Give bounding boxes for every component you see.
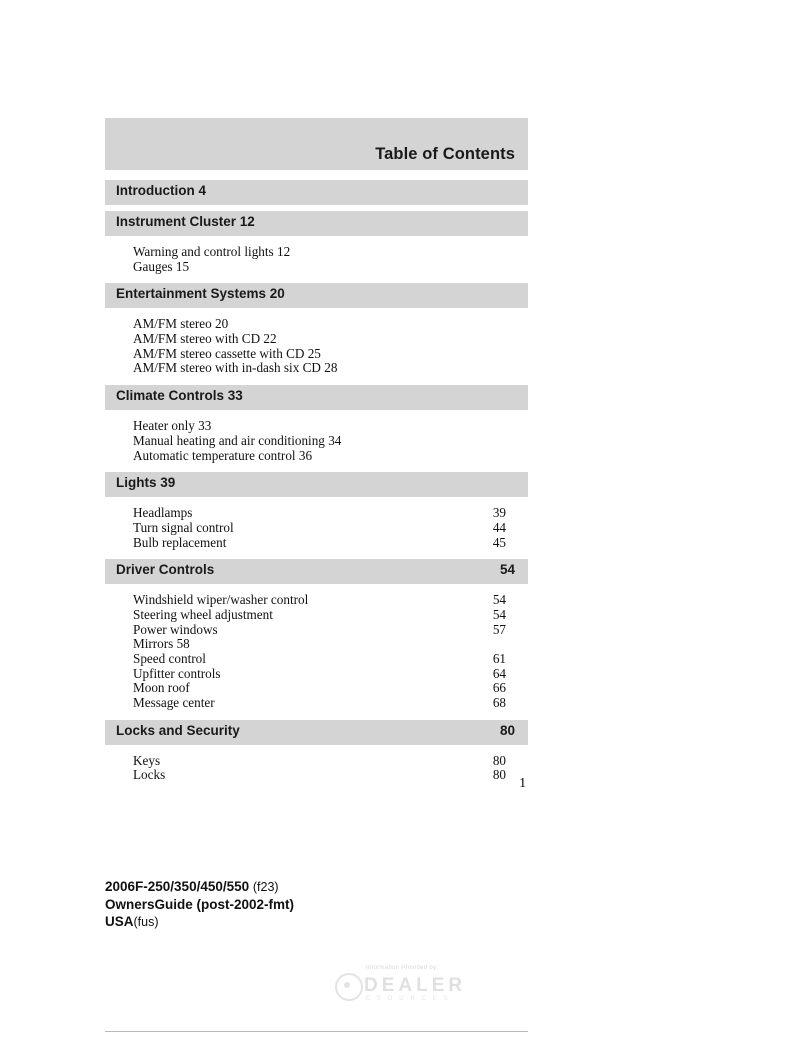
section-title: Climate Controls 33 xyxy=(116,388,243,404)
toc-section-driver-controls[interactable] xyxy=(105,559,528,584)
toc-section-lights[interactable] xyxy=(105,472,528,497)
footer-line-2 xyxy=(105,896,294,913)
entry-page: 64 xyxy=(492,665,506,681)
entry-label: Turn signal control xyxy=(133,519,234,535)
footer-market-code: (fus) xyxy=(133,915,159,929)
entry-page: 80 xyxy=(492,767,506,783)
dealer-watermark xyxy=(330,965,480,1010)
section-title: Locks and Security xyxy=(116,722,240,738)
dealer-logo-icon xyxy=(335,973,363,1001)
list-item[interactable] xyxy=(105,317,528,332)
list-item[interactable] xyxy=(105,260,528,275)
entry-label: Gauges 15 xyxy=(133,258,190,274)
list-item[interactable] xyxy=(105,245,528,260)
entry-label: Bulb replacement xyxy=(133,534,227,550)
entry-label: Moon roof xyxy=(133,680,190,696)
toc-section-entertainment-systems[interactable] xyxy=(105,283,528,308)
footer-form-code: (f23) xyxy=(252,880,279,894)
footer-divider xyxy=(105,1031,528,1032)
entry-label: Automatic temperature control 36 xyxy=(133,447,313,463)
entry-page: 80 xyxy=(492,752,506,768)
footer-guide-name: OwnersGuide (post-2002-fmt) xyxy=(105,897,295,912)
entry-page: 54 xyxy=(492,592,506,608)
section-title: Lights 39 xyxy=(116,475,176,491)
watermark-sub-text: E S O U R C E S xyxy=(366,996,451,1002)
list-item[interactable] xyxy=(105,434,528,449)
entry-label: Headlamps xyxy=(133,505,193,521)
entry-label: Speed control xyxy=(133,651,206,666)
entry-label: Heater only 33 xyxy=(133,418,212,434)
page-title: Table of Contents xyxy=(375,145,515,163)
list-item[interactable] xyxy=(105,593,528,608)
entry-label: Mirrors 58 xyxy=(133,636,190,652)
entry-label: Windshield wiper/washer control xyxy=(133,592,309,608)
list-item[interactable] xyxy=(105,361,528,376)
list-item[interactable] xyxy=(105,623,528,638)
footer-line-3 xyxy=(105,913,294,931)
section-page: 54 xyxy=(499,562,515,578)
entry-label: Manual heating and air conditioning 34 xyxy=(133,432,342,448)
section-entries xyxy=(105,236,528,283)
list-item[interactable] xyxy=(105,681,528,696)
entry-label: Steering wheel adjustment xyxy=(133,606,273,622)
entry-page: 44 xyxy=(492,519,506,535)
footer-model-code: 2006F-250/350/450/550 xyxy=(105,879,250,894)
list-item[interactable] xyxy=(105,754,528,769)
entry-page: 57 xyxy=(492,621,506,637)
entry-page: 66 xyxy=(492,680,506,696)
page-number: 1 xyxy=(519,775,526,790)
entry-page: 39 xyxy=(492,505,506,521)
entry-label: AM/FM stereo with CD 22 xyxy=(133,331,277,347)
entry-page: 54 xyxy=(492,606,506,622)
list-item[interactable] xyxy=(105,506,528,521)
entry-label: Keys xyxy=(133,752,161,768)
entry-label: Locks xyxy=(133,767,166,783)
entry-label: AM/FM stereo 20 xyxy=(133,316,229,332)
section-entries xyxy=(105,497,528,559)
list-item[interactable] xyxy=(105,536,528,551)
section-title: Introduction 4 xyxy=(116,183,206,198)
section-entries xyxy=(105,584,528,720)
watermark-main-text: DEALER xyxy=(364,975,467,996)
list-item[interactable] xyxy=(105,608,528,623)
entry-label: Message center xyxy=(133,695,215,711)
entry-label: AM/FM stereo with in-dash six CD 28 xyxy=(133,360,338,376)
toc-content xyxy=(105,180,528,792)
section-entries xyxy=(105,308,528,385)
entry-label: Power windows xyxy=(133,621,218,637)
entry-label: Upfitter controls xyxy=(133,665,221,681)
entry-label: Warning and control lights 12 xyxy=(133,244,291,259)
entry-page: 45 xyxy=(492,534,506,550)
toc-header-band xyxy=(105,118,528,170)
list-item[interactable] xyxy=(105,449,528,464)
list-item[interactable] xyxy=(105,521,528,536)
list-item[interactable] xyxy=(105,637,528,652)
list-item[interactable] xyxy=(105,419,528,434)
toc-section-instrument-cluster[interactable] xyxy=(105,211,528,236)
list-item[interactable] xyxy=(105,332,528,347)
document-footer xyxy=(105,878,294,931)
watermark-top-text: Information Provided by: xyxy=(366,965,439,971)
section-entries xyxy=(105,410,528,472)
list-item[interactable] xyxy=(105,696,528,711)
toc-section-locks-and-security[interactable] xyxy=(105,720,528,745)
section-page: 80 xyxy=(499,722,515,738)
section-title: Entertainment Systems 20 xyxy=(116,286,285,302)
list-item[interactable] xyxy=(105,667,528,682)
list-item[interactable] xyxy=(105,347,528,362)
entry-page: 68 xyxy=(492,695,506,711)
footer-market: USA xyxy=(105,914,134,929)
entry-label: AM/FM stereo cassette with CD 25 xyxy=(133,345,321,361)
toc-section-climate-controls[interactable] xyxy=(105,385,528,410)
section-title: Driver Controls xyxy=(116,562,215,578)
toc-section-introduction[interactable] xyxy=(105,180,528,205)
footer-line-1 xyxy=(105,878,294,896)
entry-page: 61 xyxy=(492,651,506,666)
section-title: Instrument Cluster 12 xyxy=(116,214,255,229)
list-item[interactable] xyxy=(105,652,528,667)
